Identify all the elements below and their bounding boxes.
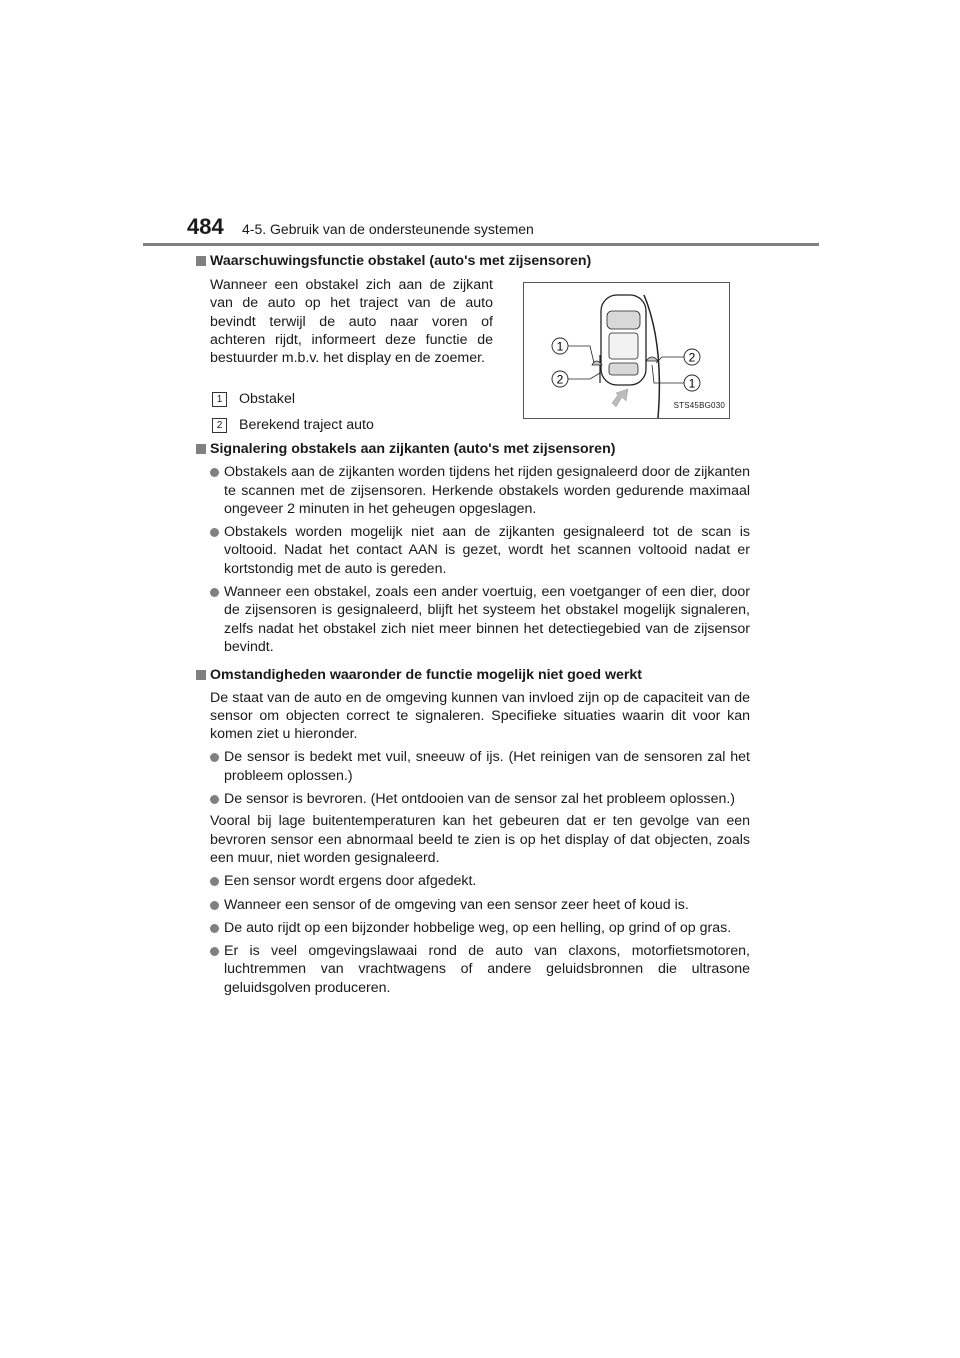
intro-paragraph: Wanneer een obstakel zich aan de zijkant van de auto op het traject van de auto bevindt terwijl de auto naar voren of achteren rijdt, informeert deze functie de bestuurder m.b.v. het display en de zoemer. <box>210 277 493 367</box>
square-bullet-icon <box>196 670 206 680</box>
header-rule <box>143 243 819 246</box>
legend-label: Berekend traject auto <box>239 417 374 433</box>
list-item: De auto rijdt op een bijzonder hobbelige weg, op een helling, op grind of op gras. <box>196 919 750 937</box>
callout-line <box>652 365 684 383</box>
section-heading <box>196 440 750 458</box>
limitations-intro: De staat van de auto en de omgeving kunnen van invloed zijn op de capaciteit van de sensor om objecten correct te signaleren. Specifieke situaties waarin dit voor kan komen ziet u hieronder. <box>210 689 750 743</box>
round-bullet-icon <box>210 528 219 537</box>
legend-item-trajectory <box>210 416 374 434</box>
list-item: Obstakels aan de zijkanten worden tijdens het rijden gesignaleerd door de zijkanten te scannen met de zijsensoren. Herkende obstakels worden gedurende maximaal ongeveer 2 minuten in het geheugen opgeslagen. <box>196 463 750 518</box>
callout-line <box>568 373 600 379</box>
bullet-list <box>210 872 750 997</box>
note-paragraph: Vooral bij lage buitentemperaturen kan het gebeuren dat er ten gevolge van een bevroren sensor een abnormaal beeld te zien is op het display of dat objecten, zoals een muur, niet worden gesignaleerd. <box>210 813 750 866</box>
callout-number: 1 <box>688 376 696 391</box>
legend-item-obstacle <box>210 390 295 408</box>
list-item: Wanneer een obstakel, zoals een ander voertuig, een voetganger of een dier, door de zijsensoren is gesignaleerd, blijft het systeem het obstakel mogelijk signaleren, zelfs nadat het obstakel zich niet meer binnen het detectiegebied van de zijsensor bevindt. <box>196 583 750 656</box>
callout-number: 2 <box>688 350 696 365</box>
round-bullet-icon <box>210 901 219 910</box>
round-bullet-icon <box>210 795 219 804</box>
section-side-detection <box>210 440 750 656</box>
section-heading-text: Waarschuwingsfunctie obstakel (auto's met zijsensoren) <box>210 253 592 269</box>
round-bullet-icon <box>210 468 219 477</box>
car-windshield <box>607 311 640 329</box>
bullet-list <box>210 748 750 808</box>
bullet-list <box>210 463 750 656</box>
number-badge: 1 <box>212 392 227 407</box>
square-bullet-icon <box>196 444 206 454</box>
round-bullet-icon <box>210 947 219 956</box>
car-rear-window <box>609 363 638 375</box>
section-limitations <box>210 666 750 997</box>
car-diagram-figure <box>523 282 730 419</box>
callout-number: 1 <box>556 339 564 354</box>
legend-label: Obstakel <box>239 391 295 407</box>
page-content <box>210 252 750 997</box>
callout-line <box>656 357 684 363</box>
list-item: Wanneer een sensor of de omgeving van een sensor zeer heet of koud is. <box>196 896 750 914</box>
callout-line <box>568 346 594 363</box>
sensor-wave-right <box>646 357 658 361</box>
section-heading <box>196 666 750 684</box>
section-heading <box>196 252 750 270</box>
round-bullet-icon <box>210 588 219 597</box>
round-bullet-icon <box>210 753 219 762</box>
square-bullet-icon <box>196 256 206 266</box>
list-item: Een sensor wordt ergens door afgedekt. <box>196 872 750 890</box>
section-obstacle-warning <box>210 252 750 433</box>
page-number: 484 <box>187 214 224 239</box>
chapter-title: 4-5. Gebruik van de ondersteunende systemen <box>242 221 534 237</box>
list-item: De sensor is bedekt met vuil, sneeuw of ijs. (Het reinigen van de sensoren zal het probleem oplossen.) <box>196 748 750 785</box>
callout-number: 2 <box>556 372 564 387</box>
figure-code: STS45BG030 <box>673 400 725 410</box>
car-roof <box>609 333 638 359</box>
number-badge: 2 <box>212 418 227 433</box>
list-item: De sensor is bevroren. (Het ontdooien van de sensor zal het probleem oplossen.) <box>196 790 750 808</box>
section-heading-text: Signalering obstakels aan zijkanten (auto's met zijsensoren) <box>210 441 616 457</box>
direction-arrow-icon <box>612 389 628 407</box>
section-heading-text: Omstandigheden waaronder de functie mogelijk niet goed werkt <box>210 667 643 684</box>
round-bullet-icon <box>210 877 219 886</box>
list-item: Er is veel omgevingslawaai rond de auto van claxons, motorfietsmotoren, luchtremmen van vrachtwagens of andere geluidsbronnen die ultrasone geluidsgolven produceren. <box>196 942 750 997</box>
list-item: Obstakels worden mogelijk niet aan de zijkanten gesignaleerd tot de scan is voltooid. Nadat het contact AAN is gezet, wordt het scannen voltooid nadat er kortstondig met de auto is gereden. <box>196 523 750 578</box>
round-bullet-icon <box>210 924 219 933</box>
